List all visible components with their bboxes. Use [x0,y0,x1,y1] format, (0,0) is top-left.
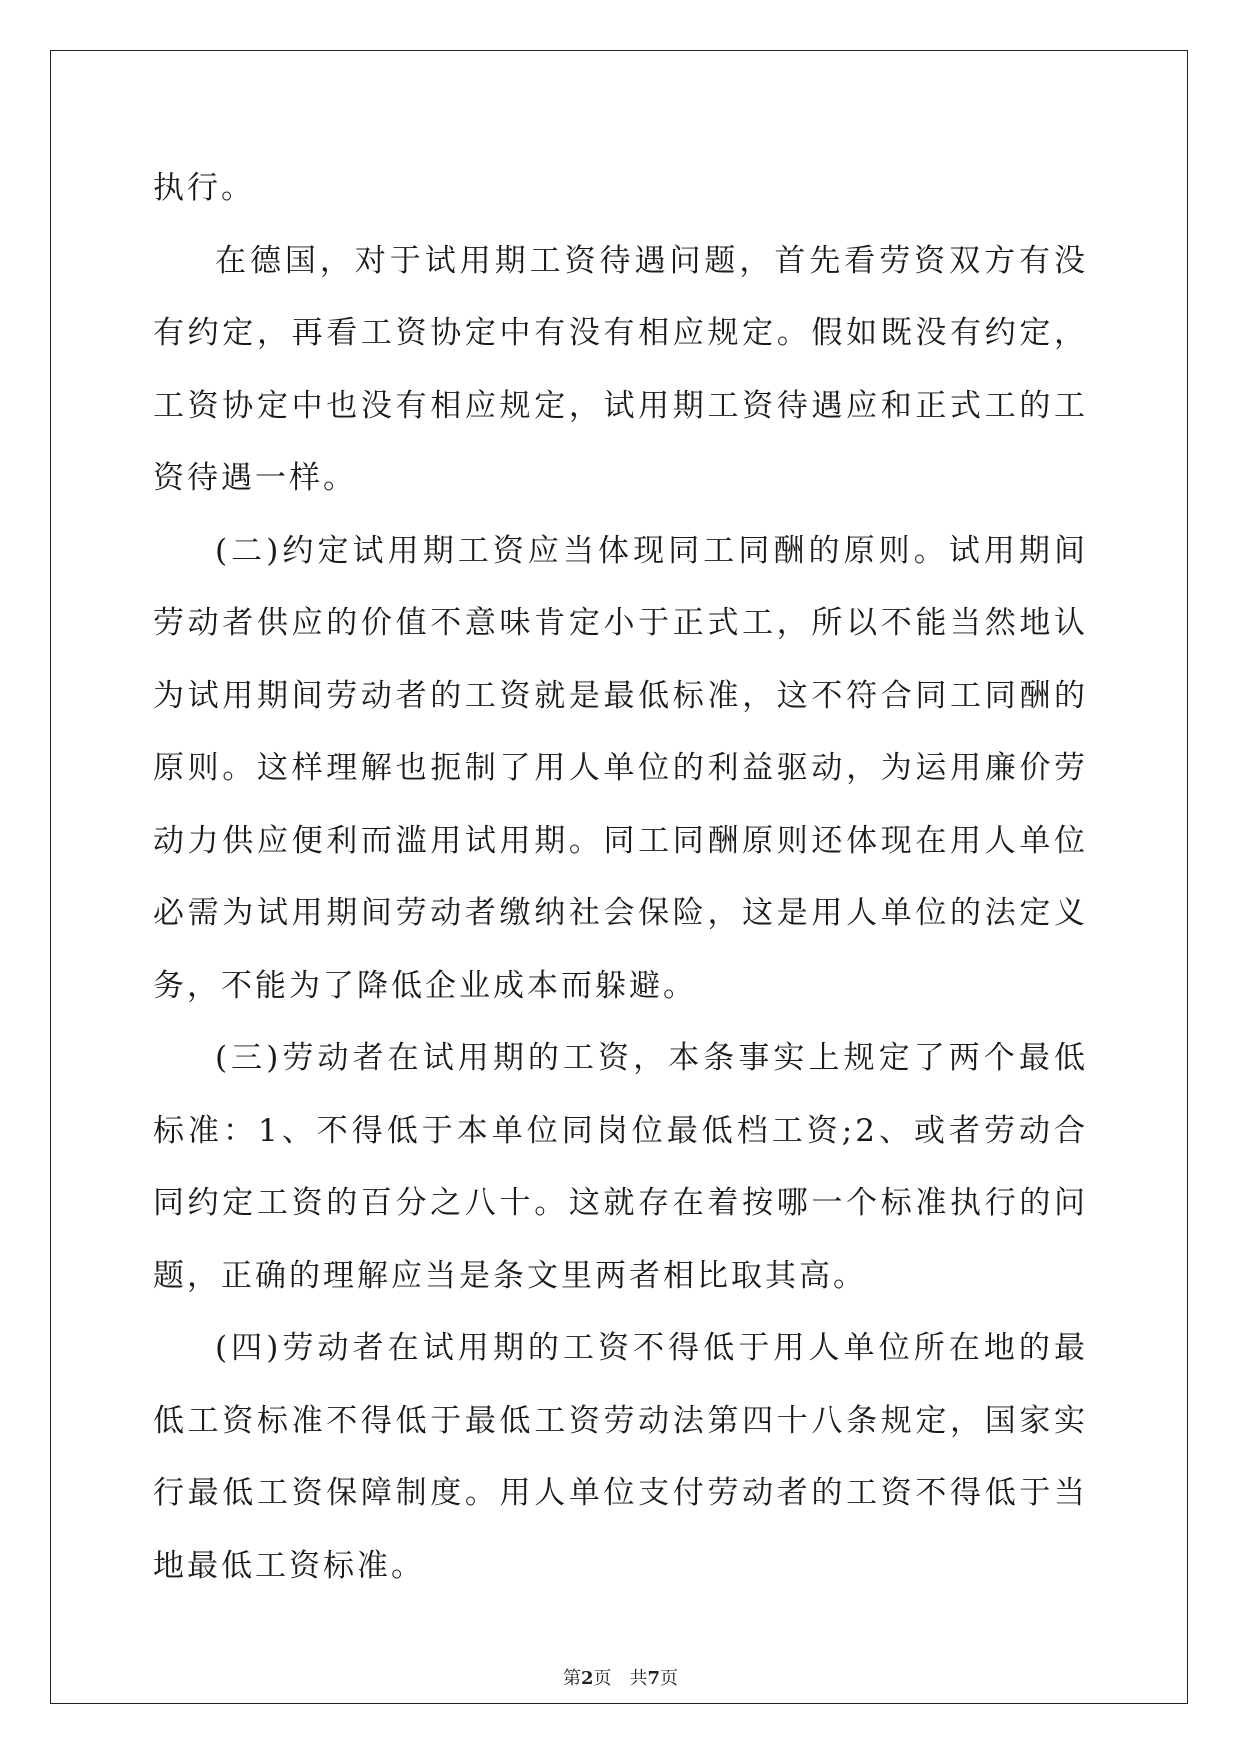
footer-total-prefix: 共 [629,1668,648,1689]
paragraph: (四)劳动者在试用期的工资不得低于用人单位所在地的最低工资标准不得低于最低工资劳动法第四十八条规定，国家实行最低工资保障制度。用人单位支付劳动者的工资不得低于当地最低工资标准。 [153,1330,1088,1584]
paragraph: 在德国，对于试用期工资待遇问题，首先看劳资双方有没有约定，再看工资协定中有没有相应规定。假如既没有约定，工资协定中也没有相应规定，试用期工资待遇应和正式工的工资待遇一样。 [153,242,1088,496]
total-pages-number: 7 [647,1668,661,1689]
current-page-number: 2 [580,1668,594,1689]
footer-prefix: 第 [562,1668,581,1689]
paragraph: (二)约定试用期工资应当体现同工同酬的原则。试用期间劳动者供应的价值不意味肯定小于正式工，所以不能当然地认为试用期间劳动者的工资就是最低标准，这不符合同工同酬的原则。这样理解也扼制了用人单位的利益驱动，为运用廉价劳动力供应便利而滥用试用期。同工同酬原则还体现在用人单位必需为试用期间劳动者缴纳社会保险，这是用人单位的法定义务，不能为了降低企业成本而躲避。 [153,532,1088,1004]
footer-page-suffix: 页 [593,1668,612,1689]
footer-total-suffix: 页 [660,1668,679,1689]
document-body [153,152,1088,1602]
paragraph: (三)劳动者在试用期的工资，本条事实上规定了两个最低标准：1、不得低于本单位同岗位最低档工资;2、或者劳动合同约定工资的百分之八十。这就存在着按哪一个标准执行的问题，正确的理解应当是条文里两者相比取其高。 [153,1040,1088,1294]
page-footer [0,1664,1241,1690]
paragraph: 执行。 [153,170,255,206]
